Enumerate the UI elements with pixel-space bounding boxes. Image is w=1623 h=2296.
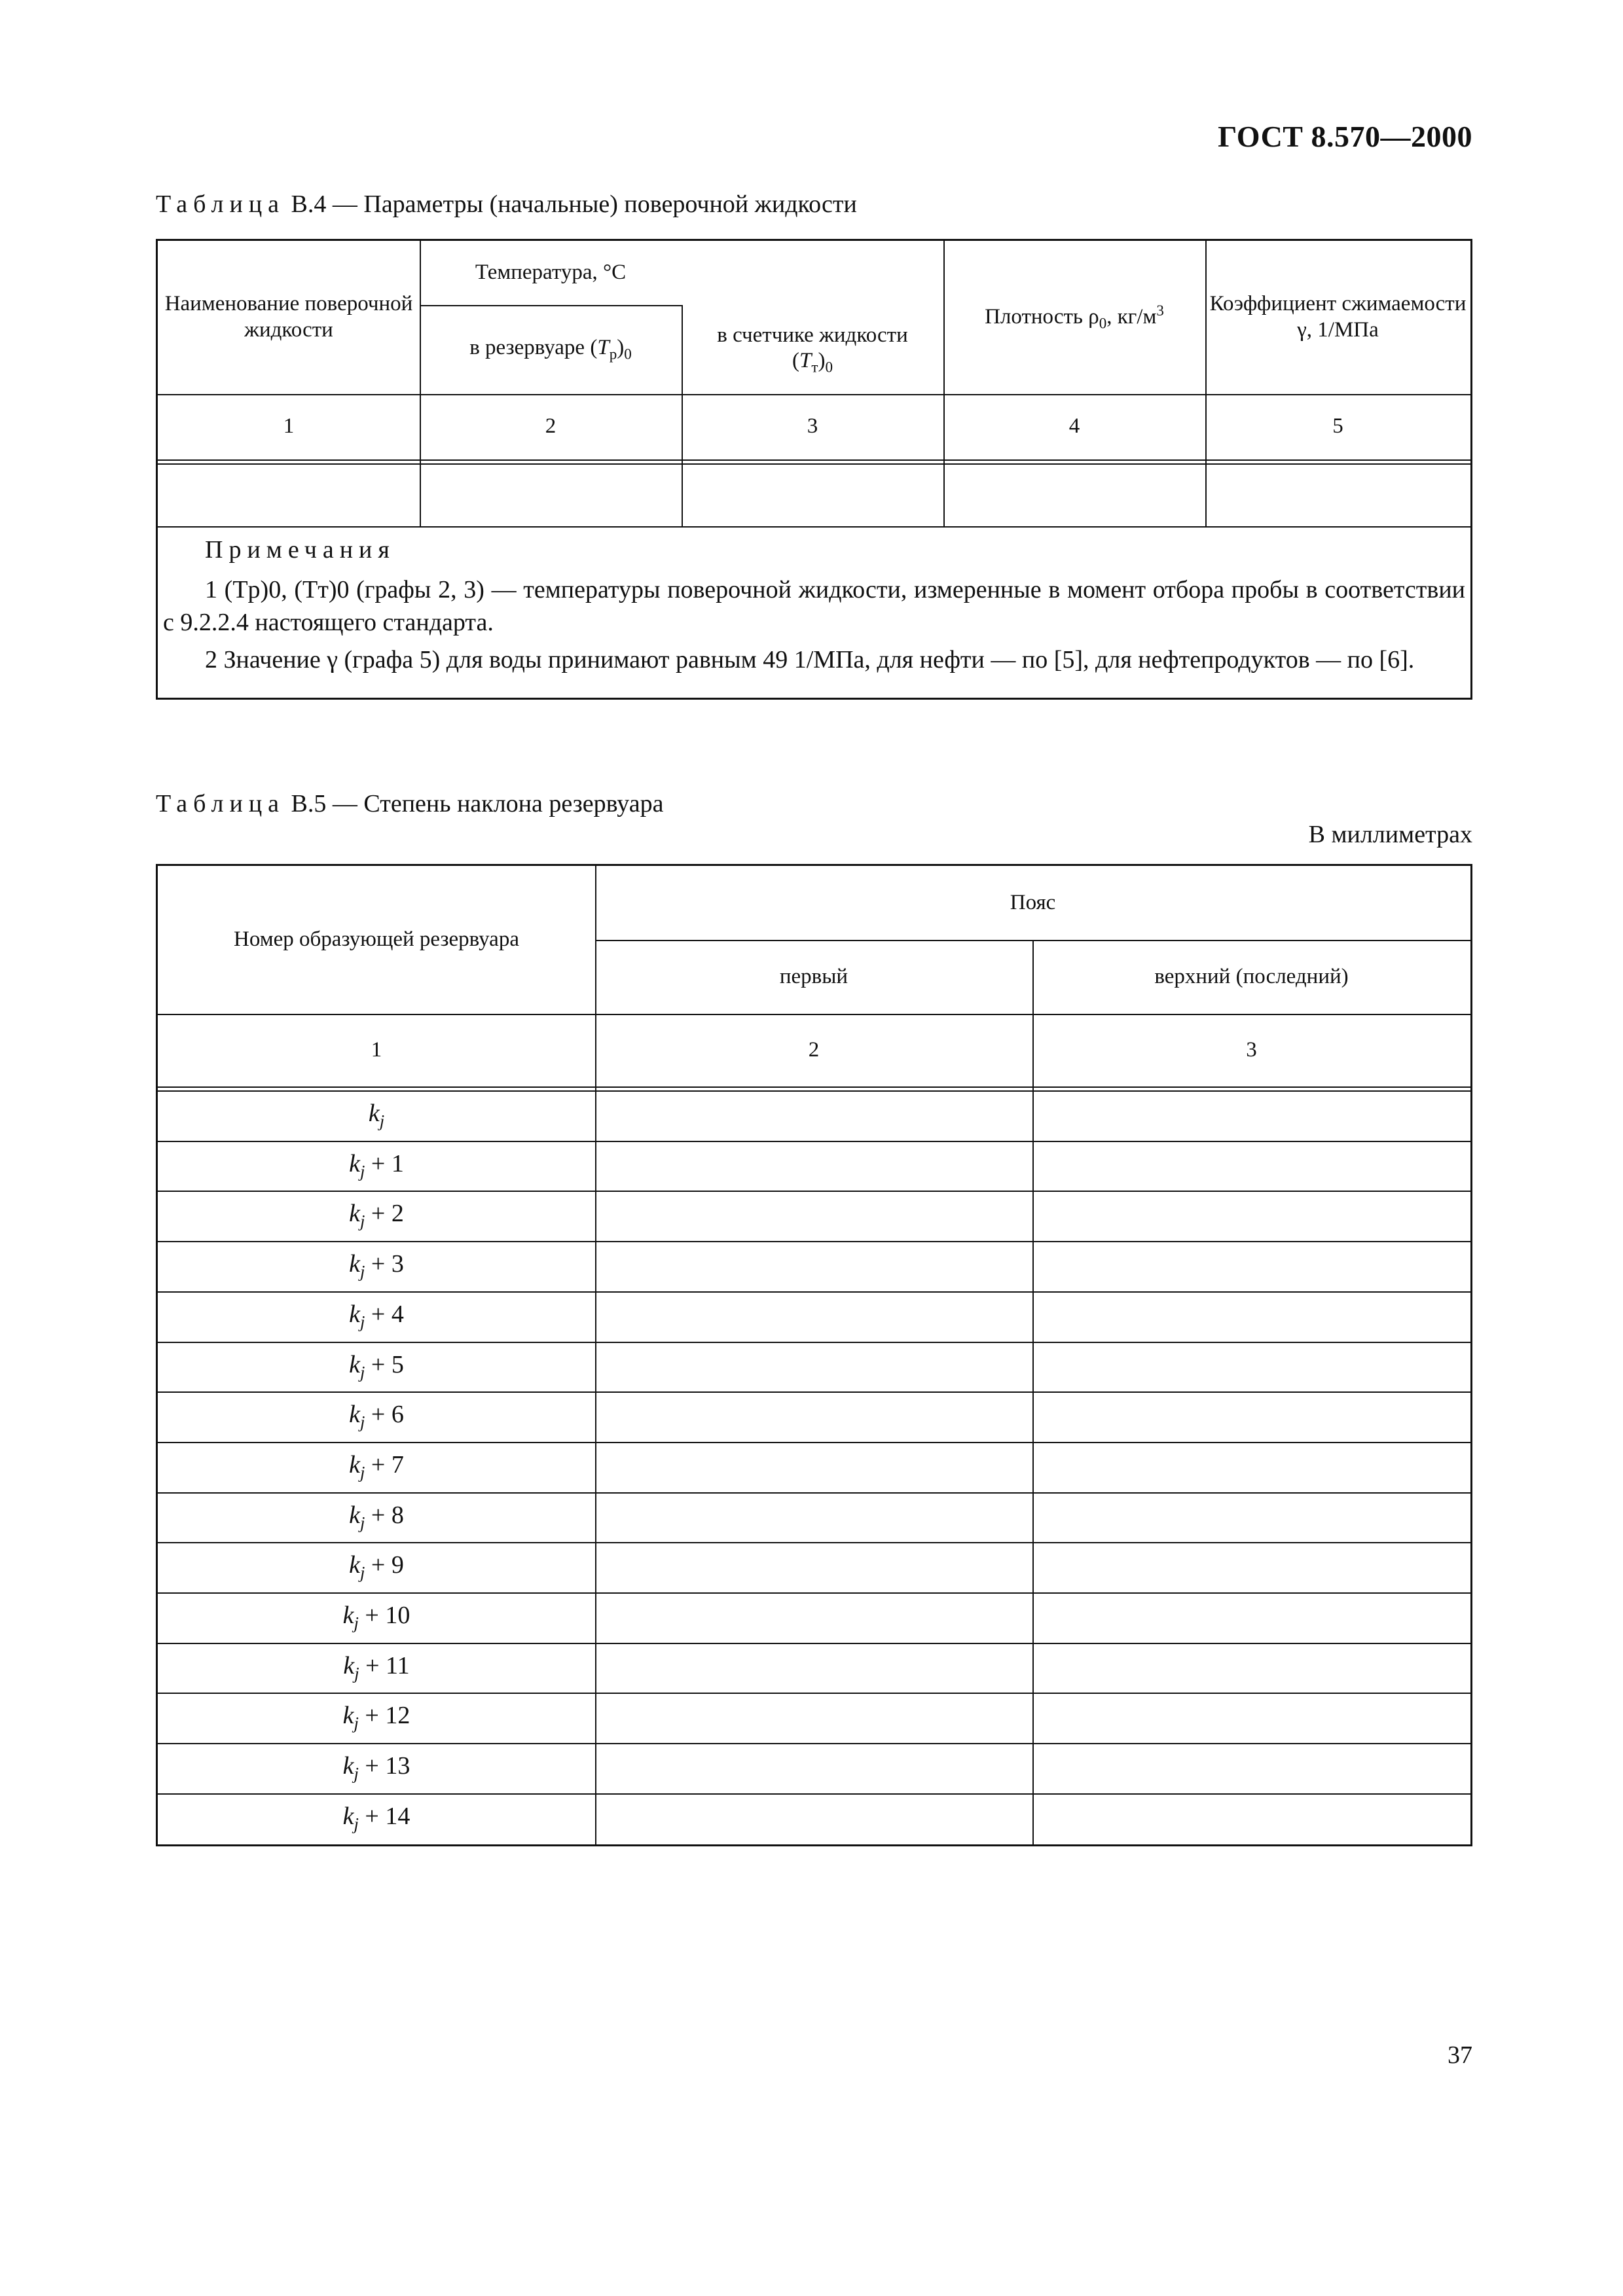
header-name: Наименование поверочной жидкости	[164, 292, 413, 342]
row-label-text: $k_j + 11$	[343, 1652, 410, 1683]
table-row-label	[158, 1241, 595, 1291]
caption-text: В.4 — Параметры (начальные) поверочной жидкости	[285, 190, 857, 218]
sub: 0	[1099, 314, 1107, 332]
column-number: 2	[545, 414, 556, 439]
row-label-text: $k_j + 7$	[349, 1451, 404, 1482]
table-row-label	[158, 1090, 595, 1141]
column-number: 1	[283, 414, 295, 439]
table-row-label	[158, 1391, 595, 1442]
document-header: ГОСТ 8.570—2000	[1218, 120, 1472, 153]
table-row-label	[158, 1191, 595, 1241]
note-2: 2 Значение γ (графа 5) для воды принимают равным 49 1/МПа, для нефти — по [5], для нефтепродуктов — по [6].	[205, 646, 1415, 674]
column-number: 5	[1332, 414, 1343, 439]
divider	[158, 1086, 1470, 1088]
table-row-label	[158, 1342, 595, 1392]
table-row-label	[158, 1542, 595, 1592]
header-belt: Пояс	[1010, 890, 1056, 914]
paren: )	[617, 336, 625, 360]
header-in-tank	[420, 305, 682, 394]
sub: 0	[825, 358, 833, 376]
row-label-text: $k_j + 10$	[342, 1602, 410, 1633]
var-t: T	[799, 349, 812, 373]
row-label-text: $k_j$	[368, 1100, 385, 1131]
table-row-label	[158, 1693, 595, 1743]
row-label-text: $k_j + 1$	[349, 1150, 404, 1181]
column-number: 3	[807, 414, 818, 439]
header-first: первый	[779, 964, 848, 988]
divider	[158, 459, 1470, 461]
table-row-label	[158, 1793, 595, 1844]
row-label-text: $k_j + 9$	[349, 1551, 404, 1583]
header-temperature: Температура, °С	[475, 260, 627, 285]
density-unit: , кг/м	[1106, 305, 1157, 329]
column-number: 1	[371, 1037, 382, 1062]
page-number: 37	[1448, 2041, 1472, 2069]
table-row-label	[158, 1141, 595, 1191]
column-number: 3	[1246, 1037, 1257, 1062]
sup: 3	[1156, 302, 1164, 319]
notes-title: Примечания	[205, 536, 395, 564]
table-b5-caption	[156, 789, 663, 818]
table-row-label	[158, 1743, 595, 1793]
density-text: Плотность ρ	[985, 305, 1099, 329]
row-label-text: $k_j + 8$	[349, 1501, 404, 1533]
table-row-label	[158, 1291, 595, 1342]
row-label-text: $k_j + 5$	[349, 1351, 404, 1382]
caption-prefix: Таблица	[156, 190, 285, 218]
row-label-text: $k_j + 4$	[349, 1300, 404, 1332]
table-units: В миллиметрах	[1308, 821, 1472, 848]
table-b4	[156, 239, 1472, 700]
table-b5	[156, 864, 1472, 1846]
table-b4-caption	[156, 190, 857, 219]
row-label-text: $k_j + 14$	[342, 1803, 410, 1834]
table-row-label	[158, 1592, 595, 1643]
header-in-meter: в счетчике жидкости $(T_т)_0$	[717, 323, 908, 376]
row-label-text: $k_j + 6$	[349, 1401, 404, 1432]
var-t: T	[597, 336, 610, 360]
header-density	[943, 241, 1205, 394]
divider	[158, 463, 1470, 465]
sub: 0	[624, 345, 632, 363]
note-1: 1 (Tр)0, (Tт)0 (графы 2, 3) — температуры поверочной жидкости, измеренные в момент отбора пробы в соответствии с 9.2.2.4 настоящего стандарта.	[163, 576, 1465, 636]
row-label-text: $k_j + 13$	[342, 1752, 410, 1784]
row-label-text: $k_j + 12$	[342, 1702, 410, 1733]
header-generatrix: Номер образующей резервуара	[234, 927, 519, 952]
row-label-text: $k_j + 2$	[349, 1200, 404, 1231]
row-label-text: $k_j + 3$	[349, 1250, 404, 1282]
header-compressibility: Коэффициент сжимаемости γ, 1/МПа	[1209, 292, 1467, 342]
table-row-label	[158, 1643, 595, 1693]
header-in-tank-text: в резервуаре (	[469, 336, 598, 360]
table-row-label	[158, 1442, 595, 1492]
divider	[158, 526, 1470, 528]
sub: р	[609, 345, 617, 363]
column-number: 2	[808, 1037, 820, 1062]
caption-text: В.5 — Степень наклона резервуара	[285, 790, 664, 817]
column-number: 4	[1068, 414, 1080, 439]
table-notes	[158, 529, 1470, 682]
caption-prefix: Таблица	[156, 790, 285, 817]
table-row-label	[158, 1492, 595, 1543]
sub: т	[811, 358, 818, 376]
header-in-meter-text: в счетчике жидкости	[717, 323, 908, 347]
header-top: верхний (последний)	[1154, 964, 1349, 988]
